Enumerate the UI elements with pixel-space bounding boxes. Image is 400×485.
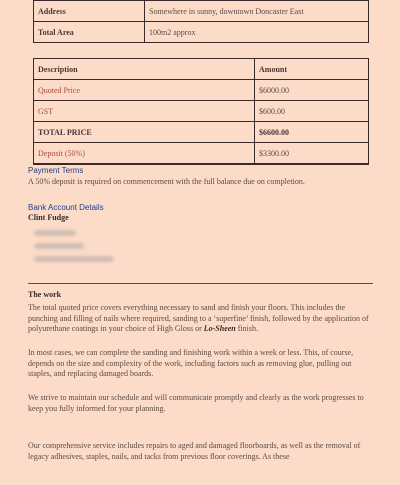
address-value: Somewhere in sunny, downtown Doncaster East: [145, 1, 369, 22]
table-row: [34, 143, 369, 165]
deposit-label: Deposit (50%): [34, 143, 255, 165]
total-area-value: 100m2 approx: [145, 22, 369, 43]
work-paragraph-4: Our comprehensive service includes repairs to aged and damaged floorboards, as well as the removal of legacy adhesives, staples, nails, and tacks from previous floor coverings. As these: [28, 441, 361, 461]
description-header: Description: [34, 59, 255, 80]
total-price-value: $6600.00: [255, 122, 369, 143]
gst-value: $600.00: [255, 101, 369, 122]
gst-label: GST: [34, 101, 255, 122]
divider: [28, 283, 373, 284]
table-row: [34, 101, 369, 122]
work-paragraph-3: We strive to maintain our schedule and will communicate promptly and clearly as the work progresses to keep you fully informed for your planning.: [28, 393, 364, 413]
work-paragraph-1-end: finish.: [235, 324, 258, 333]
account-name: Clint Fudge: [28, 213, 69, 222]
lo-sheen-text: Lo-Sheen: [203, 324, 236, 333]
deposit-value: $3300.00: [255, 143, 369, 165]
bank-details-heading: Bank Account Details: [28, 203, 104, 212]
amount-header: Amount: [255, 59, 369, 80]
redacted-line: [34, 243, 84, 249]
work-paragraph-1-text: The total quoted price covers everything necessary to sand and finish your floors. This includes the punching and filling of nails where required, sanding to a ‘superfine’ finish, followed by the application of polyurethane coatings in your choice of High Gloss or: [28, 303, 369, 333]
payment-terms-text: A 50% deposit is required on commencement with the full balance due on completion.: [28, 177, 305, 186]
work-heading: The work: [28, 290, 62, 299]
redacted-line: [34, 230, 76, 236]
work-paragraph-1: [28, 303, 373, 335]
table-header-row: [34, 59, 369, 80]
total-price-label: TOTAL PRICE: [34, 122, 255, 143]
table-row: [34, 80, 369, 101]
total-area-label: Total Area: [34, 22, 145, 43]
price-table: [33, 58, 369, 165]
quoted-price-value: $6000.00: [255, 80, 369, 101]
quoted-price-label: Quoted Price: [34, 80, 255, 101]
table-row: [34, 22, 369, 43]
work-paragraph-2: In most cases, we can complete the sanding and finishing work within a week or less. This, of course, depends on the size and complexity of the work, including factors such as removing glue, pulling out staples, and replacing damaged boards.: [28, 348, 354, 378]
redacted-line: [34, 256, 114, 262]
table-row: [34, 122, 369, 143]
payment-terms-heading: Payment Terms: [28, 166, 84, 175]
table-row: [34, 1, 369, 22]
job-details-table: [33, 0, 369, 43]
address-label: Address: [34, 1, 145, 22]
